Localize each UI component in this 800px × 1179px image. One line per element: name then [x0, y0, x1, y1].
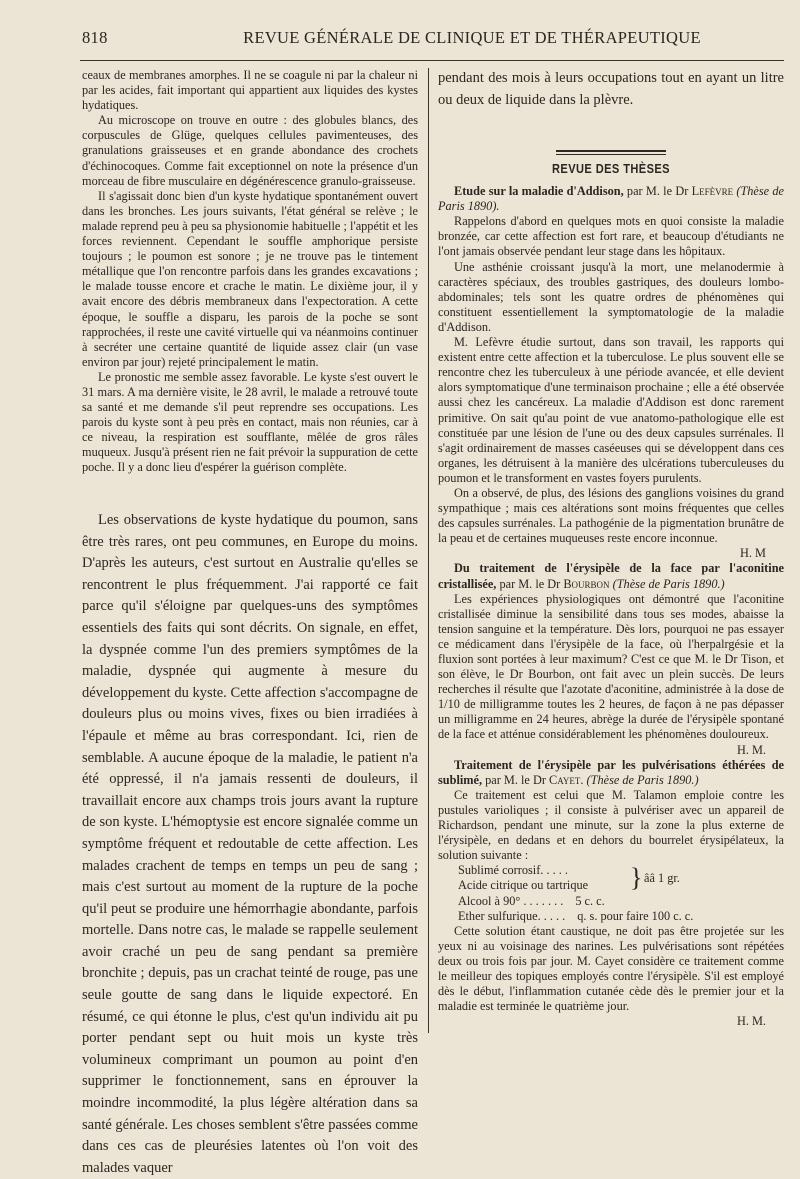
- signature: H. M: [740, 546, 766, 561]
- paragraph: Au microscope on trouve en outre : des globules blancs, des corpuscules de Glüge, quelques cellules pavimenteuses, des granulations graisseuses et en grande abondance des crochets d'échinocoques. Comme fait exceptionnel on note la présence d'un morceau de fibre musculaire en dégénérescence granulo-graisseuse.: [82, 113, 418, 188]
- paragraph: On a observé, de plus, des lésions des ganglions voisines du grand sympathique ; mais ces altérations sont moins fréquentes que celles des capsules surrénales. La pathogénie de la pigmentation brunâtre de la peau et de certaines muqueuses reste encore inconnue.: [438, 485, 784, 546]
- section-rule: [556, 150, 666, 152]
- thesis-source: (Thèse de Paris 1890.): [612, 576, 725, 591]
- column-divider: [428, 68, 429, 1033]
- formula-quantity: ââ 1 gr.: [644, 871, 680, 886]
- section-rule: [556, 154, 666, 155]
- thesis-heading: Traitement de l'érysipèle par les pulvérisations éthérées de sublimé, par M. le Dr Cayet. (Thèse de Paris 1890.): [438, 757, 784, 787]
- formula-line: Ether sulfurique. . . . . q. s. pour faire 100 c. c.: [458, 908, 694, 923]
- thesis-title: Traitement de l'érysipèle par les pulvérisations éthérées de sublimé,: [438, 757, 784, 787]
- section-title: REVUE DES THÈSES: [552, 161, 670, 176]
- thesis-source: (Thèse de Paris 1890).: [438, 184, 784, 214]
- thesis-author: Lefèvre: [691, 184, 734, 199]
- prescription-formula: [458, 863, 784, 923]
- paragraph: Une asthénie croissant jusqu'à la mort, une melanodermie à caractères spéciaux, des troubles gastriques, des douleurs lombo-abdominales; tels sont les quatre ordres de phénomènes qui constituent essentiellement la symptomatologie de la maladie d'Addison.: [438, 259, 784, 334]
- formula-line: Alcool à 90° . . . . . . . 5 c. c.: [458, 893, 605, 908]
- paragraph: ceaux de membranes amorphes. Il ne se coagule ni par la chaleur ni par les acides, fait important qui appartient aux liquides des kystes hydatiques.: [82, 68, 418, 113]
- paragraph: Les observations de kyste hydatique du poumon, sans être très rares, ont peu communes, en Europe du moins. D'après les auteurs, c'est surtout en Australie qu'elles se rencontrent le plus fréquemment. J'ai rapporté ce fait parce qu'il s'éloigne par quelques-uns des symptômes essentiels des faits qui sont décrits. On signale, en effet, la dyspnée comme l'un des premiers symptômes de la maladie, dyspnée qui augmente à mesure du développement du kyste. Cette affection s'accompagne de douleurs plus ou moins vives, fixes ou bien irradiées à l'épaule et même au bras correspondant. Ici, rien de semblable. A aucune époque de la maladie, le patient n'a été oppressé, il n'a jamais ressenti de douleurs, il travaillait encore aux champs trois jours avant la rupture de son kyste. L'hémoptysie est encore signalée comme un symptôme fréquent et redoutable de cette affection. Les malades crachent de temps en temps un peu de sang ; mais c'est surtout au moment de la rupture de la poche qu'il peut se produire une hémorrhagie abondante, parfois mortelle. Dans notre cas, le malade se rappelle seulement avoir craché un peu de sang pendant sa première bronchite ; depuis, pas un crachat teinté de rouge, pas une seule goutte de sang dans le liquide expectoré. En résumé, ce qui étonne le plus, c'est qu'un individu ait pu porter pendant sept ou huit mois un kyste très volumineux comprimant un poumon au point d'en supprimer le fonctionnement, sans en éprouver la moindre incommodité, la plus légère altération dans sa santé générale. Les choses semblent s'être passées comme dans ces cas de pleurésies latentes où l'on voit des malades vaquer: [82, 512, 418, 1176]
- page-number: 818: [82, 28, 108, 47]
- formula-line: Acide citrique ou tartrique: [458, 878, 589, 893]
- running-title: REVUE GÉNÉRALE DE CLINIQUE ET DE THÉRAPEUTIQUE: [243, 28, 701, 47]
- formula-line: Sublimé corrosif. . . . .: [458, 863, 568, 878]
- paragraph: pendant des mois à leurs occupations tout en ayant un litre ou deux de liquide dans la plèvre.: [438, 70, 784, 108]
- paragraph: Ce traitement est celui que M. Talamon emploie contre les pustules varioliques ; il consiste à pulvériser avec un appareil de Richardson, pendant une minute, sur la zone la plus externe de l'érysipèle, en dedans et en dehors du bourrelet érysipélateux, la solution suivante :: [438, 787, 784, 863]
- thesis-title: Du traitement de l'érysipèle de la face par l'aconitine cristallisée,: [438, 561, 784, 591]
- thesis-author: Cayet.: [549, 772, 584, 787]
- thesis-heading: Du traitement de l'érysipèle de la face par l'aconitine cristallisée, par M. le Dr Bourbon (Thèse de Paris 1890.): [438, 561, 784, 591]
- brace-glyph: }: [630, 863, 643, 893]
- left-column-commentary: [82, 510, 418, 1179]
- page-header: [82, 28, 782, 52]
- right-column-continuation: [438, 68, 784, 111]
- paragraph: Les expériences physiologiques ont démontré que l'aconitine cristallisée diminue la sensibilité dans tous ses modes, abaisse la tension sanguine et la température. Dès lors, pourquoi ne pas essayer ce médicament dans l'érysipèle de la face, où l'herpalrgésie et la fluxion sont portées à leur maximum? C'est ce que M. le Dr Tison, et son élève, le Dr Bourbon, ont fait avec un plein succès. De leurs recherches il résulte que l'azotate d'aconitine, administrée à la dose de 1/10 de milligramme toutes les 2 heures, de façon à ne pas dépasser un milligramme en 24 heures, abrège la durée de l'érysipèle spontané de la face et atténue considérablement les phénomènes douloureux.: [438, 591, 784, 742]
- paragraph: Il s'agissait donc bien d'un kyste hydatique spontanément ouvert dans les bronches. Les jours suivants, l'état général se relève ; le malade reprend peu à peu sa physionomie habituelle ; l'appétit et les forces reviennent. Cependant le souffle amphorique persiste toujours ; le poumon est sonore ; je ne trouve pas le tintement métallique que l'on rencontre parfois dans les grandes excavations ; le malade tousse encore et crache le matin. Le dixième jour, il y avait encore des débris membraneux dans l'expectoration. A cette époque, le souffle a disparu, les parois de la poche se sont rapprochées, il reste une cavité virtuelle qui va néanmoins continuer à secréter une certaine quantité de liquide assez clair (un vase environ par jour) rejeté principalement le matin.: [82, 188, 418, 369]
- paragraph: Rappelons d'abord en quelques mots en quoi consiste la maladie bronzée, car cette affection est fort rare, et beaucoup d'étudiants ne l'ont jamais observée pendant leur stage dans les hôpitaux.: [438, 214, 784, 259]
- thesis-source: (Thèse de Paris 1890.): [586, 772, 699, 787]
- paragraph: Cette solution étant caustique, ne doit pas être projetée sur les yeux ni au voisinage des narines. Les pulvérisations sont répétées deux ou trois fois par jour. M. Cayet considère ce traitement comme le meilleur des topiques employés contre l'érysipèle. S'il est employé dès le début, l'inflammation cutanée cède dès le premier jour et la maladie est terminée le quatrième jour.: [438, 923, 784, 1014]
- right-column-theses: [438, 140, 784, 1029]
- header-rule: [80, 60, 784, 61]
- thesis-heading: Etude sur la maladie d'Addison, par M. le Dr Lefèvre (Thèse de Paris 1890).: [438, 184, 784, 214]
- thesis-author: Bourbon: [563, 576, 610, 591]
- left-column-observation: [82, 68, 418, 476]
- thesis-title: Etude sur la maladie d'Addison,: [454, 184, 624, 199]
- paragraph: Le pronostic me semble assez favorable. Le kyste s'est ouvert le 31 mars. A ma dernière visite, le 28 avril, le malade a retrouvé toute sa santé et me demande s'il peut reprendre ses occupations. Les parois du kyste sont à peu près en contact, mais non réunies, car à ce niveau, la respiration est soufflante, mêlée de gros râles muqueux. Jusqu'à présent rien ne fait prévoir la suppuration de cette poche. Il y a donc lieu d'espérer la guérison complète.: [82, 369, 418, 475]
- signature: H. M.: [736, 1014, 766, 1029]
- signature: H. M.: [736, 742, 766, 757]
- paragraph: M. Lefèvre étudie surtout, dans son travail, les rapports qui existent entre cette affection et la tuberculose. Le plus souvent elle se rencontre chez les tuberculeux à une période avancée, et elle devient alors symptomatique d'une terminaison prochaine ; elle a été observée aussi chez les cancéreux. La maladie d'Addison est donc rarement primitive. On sait qu'au point de vue anatomo-pathologique elle est constituée par une lésion de l'une ou des deux capsules surrénales. Il s'agit ordinairement de masses caséeuses qui se développent dans ces organes, les détruisent à la manière des ulcérations tuberculeuses du poumon et le transforment en vastes foyers purulents.: [438, 335, 784, 485]
